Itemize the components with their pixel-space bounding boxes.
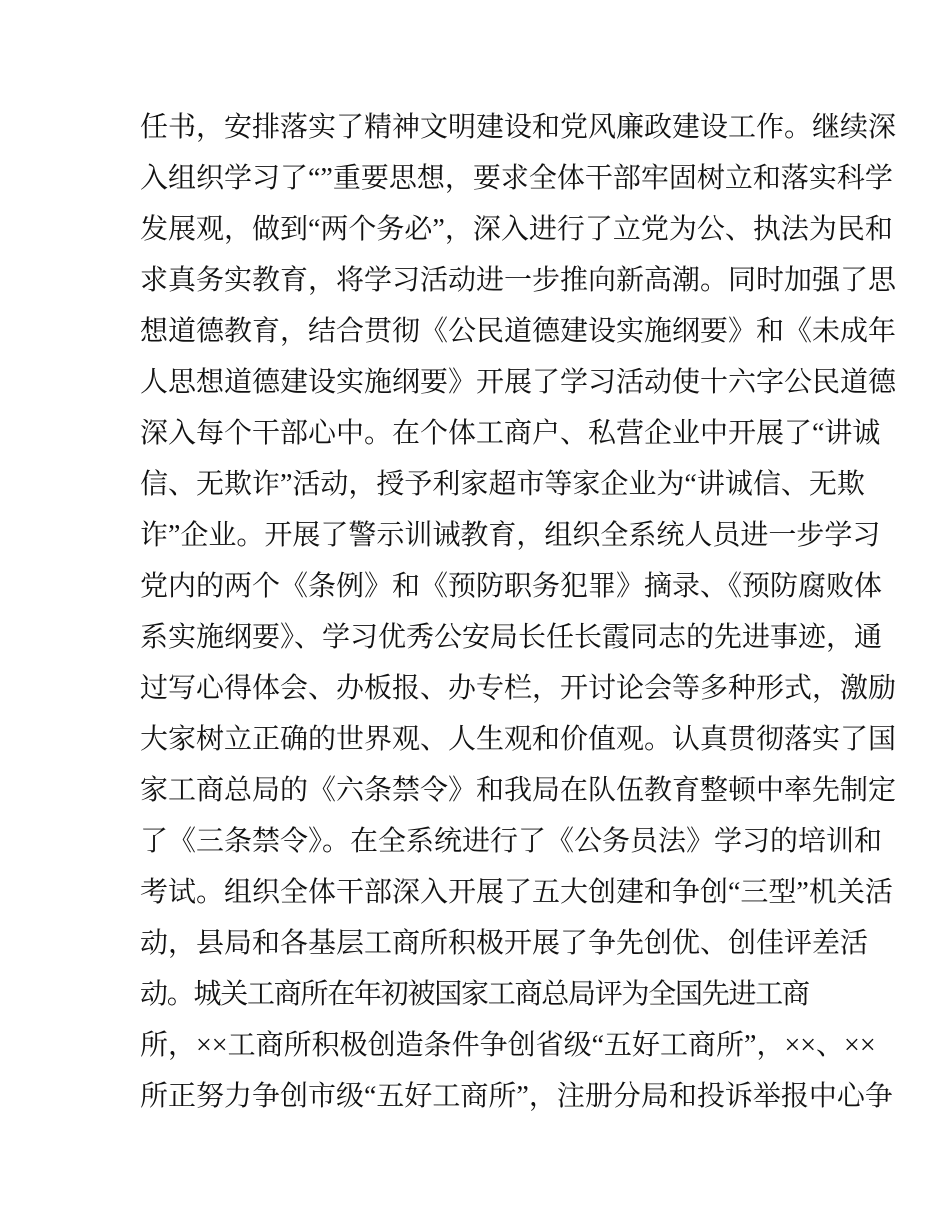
- text-line: 党内的两个《条例》和《预防职务犯罪》摘录、《预防腐败体: [140, 571, 883, 602]
- text-line: 深入每个干部心中。在个体工商户、私营企业中开展了“讲诚: [140, 418, 881, 449]
- text-line: 过写心得体会、办板报、办专栏，开讨论会等多种形式，激励: [140, 673, 897, 704]
- text-line: 任书，安排落实了精神文明建设和党风廉政建设工作。继续深: [140, 112, 897, 143]
- text-line: 发展观，做到“两个务必”，深入进行了立党为公、执法为民和: [140, 214, 893, 245]
- text-line: 入组织学习了“”重要思想，要求全体干部牢固树立和落实科学: [140, 163, 893, 194]
- text-line: 考试。组织全体干部深入开展了五大创建和争创“三型”机关活: [140, 877, 893, 908]
- text-line: 诈”企业。开展了警示训诫教育，组织全系统人员进一步学习: [140, 520, 881, 551]
- text-line: 家工商总局的《六条禁令》和我局在队伍教育整顿中率先制定: [140, 775, 897, 806]
- text-line: 所，××工商所积极创造条件争创省级“五好工商所”，××、××: [140, 1030, 876, 1061]
- text-line: 所正努力争创市级“五好工商所”，注册分局和投诉举报中心争: [140, 1081, 893, 1112]
- text-line: 信、无欺诈”活动，授予利家超市等家企业为“讲诚信、无欺: [140, 469, 865, 500]
- text-line: 了《三条禁令》。在全系统进行了《公务员法》学习的培训和: [140, 826, 883, 857]
- text-line: 动，县局和各基层工商所积极开展了争先创优、创佳评差活: [140, 928, 869, 959]
- text-line: 大家树立正确的世界观、人生观和价值观。认真贯彻落实了国: [140, 724, 897, 755]
- text-line: 想道德教育，结合贯彻《公民道德建设实施纲要》和《未成年: [140, 316, 897, 347]
- text-line: 人思想道德建设实施纲要》开展了学习活动使十六字公民道德: [140, 367, 897, 398]
- text-line: 系实施纲要》、学习优秀公安局长任长霞同志的先进事迹，通: [140, 622, 883, 653]
- text-line: 动。城关工商所在年初被国家工商总局评为全国先进工商: [140, 979, 809, 1010]
- text-line: 求真务实教育，将学习活动进一步推向新高潮。同时加强了思: [140, 265, 897, 296]
